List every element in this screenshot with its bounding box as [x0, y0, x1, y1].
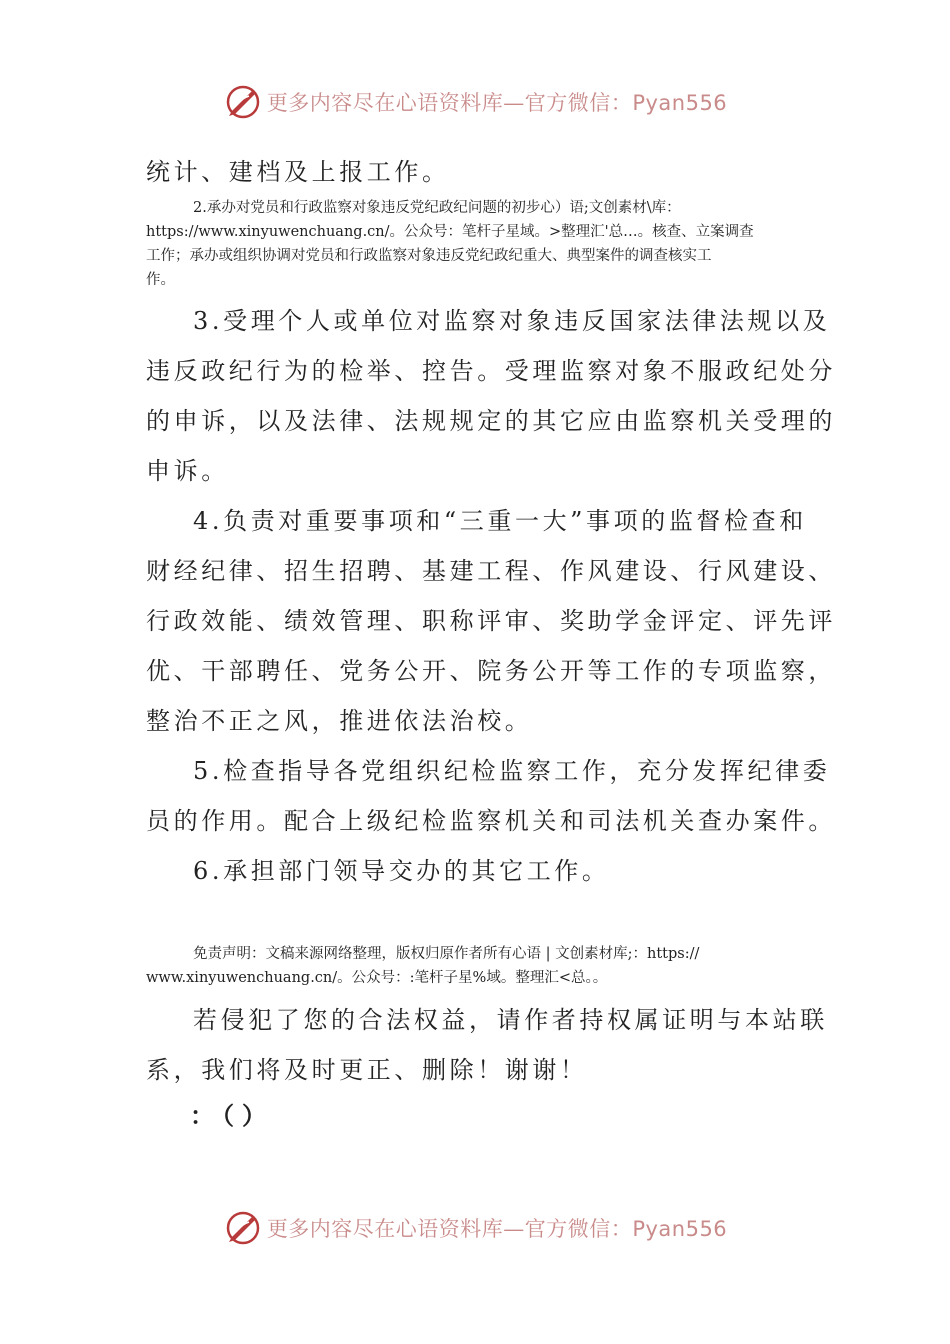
wechat-id: Pyan556	[632, 91, 728, 115]
item-3-line: 违反政纪行为的检举、控告。受理监察对象不服政纪处分	[146, 357, 836, 385]
item-4-line: 优、干部聘任、党务公开、院务公开等工作的专项监察，	[146, 657, 836, 685]
pen-logo-icon	[223, 1208, 263, 1248]
item-3-line: 的申诉，以及法律、法规规定的其它应由监察机关受理的	[146, 407, 836, 435]
wechat-id: Pyan556	[632, 1217, 728, 1241]
intro-tail: 统计、建档及上报工作。	[146, 158, 450, 186]
disclaimer-line: 免责声明：文稿来源网络整理，版权归原作者所有心语 | 文创素材库;：https://	[193, 946, 700, 962]
item-4-line: 财经纪律、招生招聘、基建工程、作风建设、行风建设、	[146, 557, 836, 585]
item-4-line: 整治不正之风，推进依法治校。	[146, 707, 533, 735]
item-3-line: 申诉。	[146, 457, 229, 485]
disclaimer-paragraph	[146, 942, 814, 990]
item-6-line: 6.承担部门领导交办的其它工作。	[193, 857, 610, 885]
item-2-line: 作。	[146, 272, 175, 288]
header-banner-text: 更多内容尽在心语资料库—官方微信：Pyan556	[266, 91, 728, 115]
item-4-line: 4.负责对重要事项和“三重一大”事项的监督检查和	[193, 507, 807, 535]
trailing-punctuation: ：（）	[190, 1102, 274, 1130]
item-5-line: 员的作用。配合上级纪检监察机关和司法机关查办案件。	[146, 807, 836, 835]
header-banner	[0, 80, 950, 124]
pen-logo-icon	[223, 82, 263, 122]
item-3-line: 3.受理个人或单位对监察对象违反国家法律法规以及	[193, 307, 831, 335]
notice-line: 若侵犯了您的合法权益，请作者持权属证明与本站联	[193, 1006, 828, 1034]
disclaimer-line: www.xinyuwenchuang.cn/。公众号：:笔杆子星%域。整理汇<总。。	[146, 970, 608, 986]
item-2-line: 工作；承办或组织协调对党员和行政监察对象违反党纪政纪重大、典型案件的调查核实工	[146, 248, 712, 264]
notice-line: 系，我们将及时更正、删除！谢谢！	[146, 1056, 588, 1084]
footer-banner	[0, 1206, 950, 1250]
footer-banner-text: 更多内容尽在心语资料库—官方微信：Pyan556	[266, 1217, 728, 1241]
item-4-line: 行政效能、绩效管理、职称评审、奖助学金评定、评先评	[146, 607, 836, 635]
item-2-line: 2.承办对党员和行政监察对象违反党纪政纪问题的初步心）语;文创素材\库：	[193, 200, 681, 216]
item-2-line: https://www.xinyuwenchuang.cn/。公众号：笔杆子星域。>整理汇'总…。核查、立案调查	[146, 224, 754, 240]
item-5-line: 5.检查指导各党组织纪检监察工作，充分发挥纪律委	[193, 757, 831, 785]
item-2-paragraph	[146, 196, 814, 292]
